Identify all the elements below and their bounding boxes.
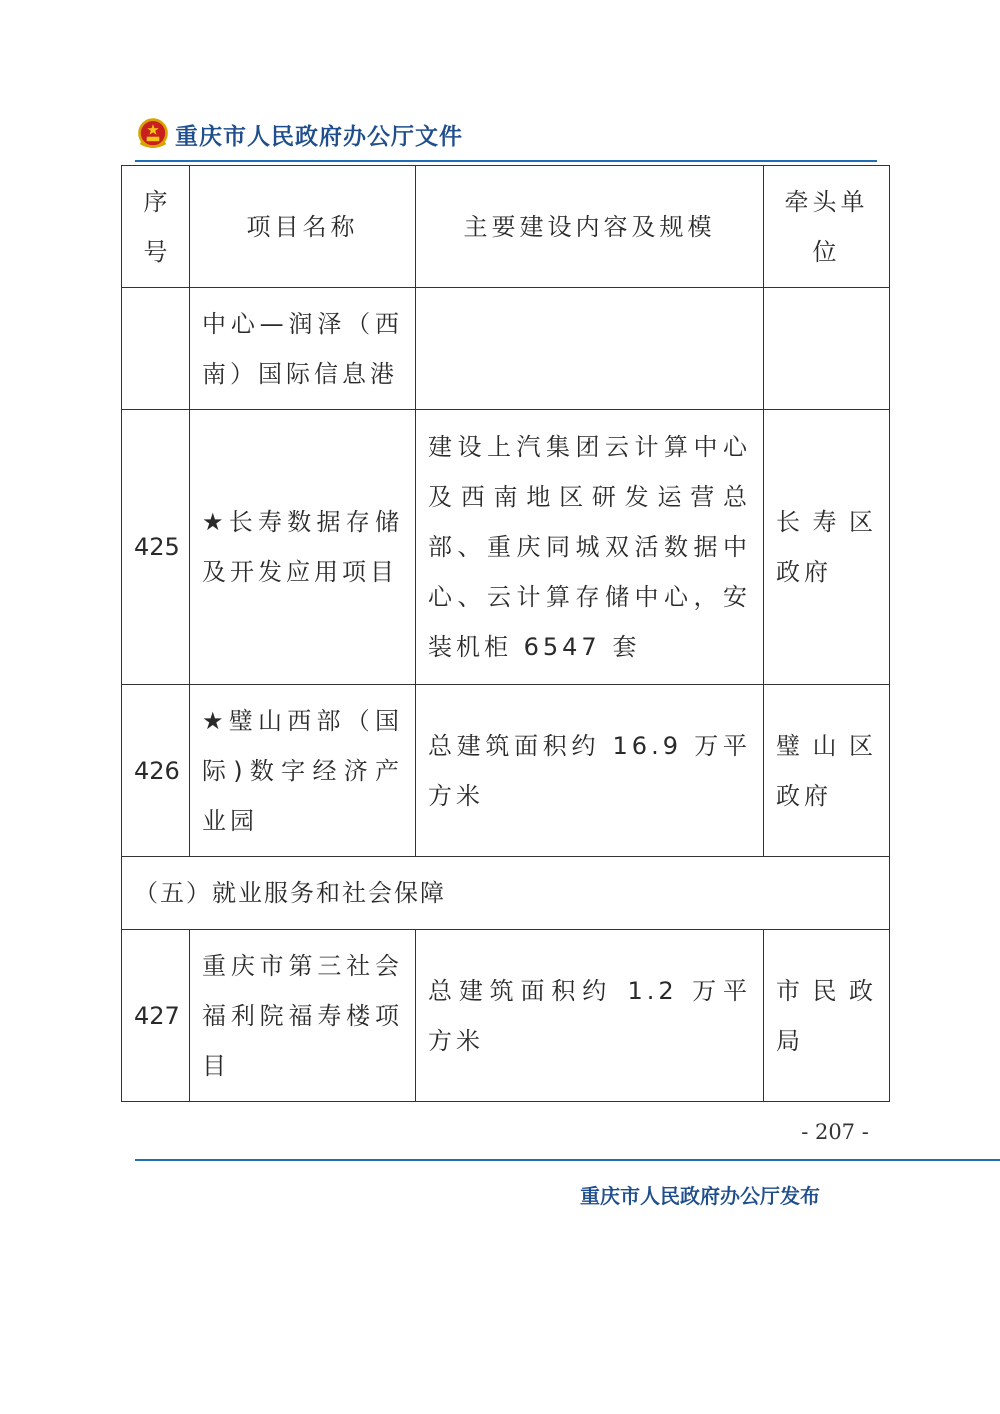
row-unit: 长寿区政府 <box>764 410 890 685</box>
row-name: ★璧山西部（国际)数字经济产业园 <box>190 685 416 857</box>
row-content: 总建筑面积约 1.2 万平方米 <box>416 930 764 1102</box>
row-no: 425 <box>122 410 190 685</box>
table-row <box>122 288 890 410</box>
row-content <box>416 288 764 410</box>
row-no: 426 <box>122 685 190 857</box>
row-name: 重庆市第三社会福利院福寿楼项目 <box>190 930 416 1102</box>
table-row <box>122 930 890 1102</box>
table-row <box>122 410 890 685</box>
table-row <box>122 685 890 857</box>
row-name: ★长寿数据存储及开发应用项目 <box>190 410 416 685</box>
header-unit: 牵头单位 <box>764 166 890 288</box>
footer-publisher: 重庆市人民政府办公厅发布 <box>580 1184 820 1208</box>
national-emblem-icon <box>135 116 171 152</box>
section-title: （五）就业服务和社会保障 <box>122 857 890 930</box>
footer-rule <box>135 1159 1000 1161</box>
row-unit <box>764 288 890 410</box>
section-row <box>122 857 890 930</box>
row-content: 建设上汽集团云计算中心及西南地区研发运营总部、重庆同城双活数据中心、云计算存储中心，安装机柜 6547 套 <box>416 410 764 685</box>
project-table <box>121 165 890 1102</box>
table-header-row <box>122 166 890 288</box>
row-no <box>122 288 190 410</box>
row-unit: 市民政局 <box>764 930 890 1102</box>
header-title: 重庆市人民政府办公厅文件 <box>175 122 463 150</box>
header-name: 项目名称 <box>190 166 416 288</box>
header-content: 主要建设内容及规模 <box>416 166 764 288</box>
header-rule <box>135 160 877 162</box>
header-no: 序号 <box>122 166 190 288</box>
row-content: 总建筑面积约 16.9 万平方米 <box>416 685 764 857</box>
row-name: 中心—润泽（西南）国际信息港 <box>190 288 416 410</box>
page-number: - 207 - <box>801 1120 869 1144</box>
document-header <box>135 112 463 156</box>
row-no: 427 <box>122 930 190 1102</box>
row-unit: 璧山区政府 <box>764 685 890 857</box>
